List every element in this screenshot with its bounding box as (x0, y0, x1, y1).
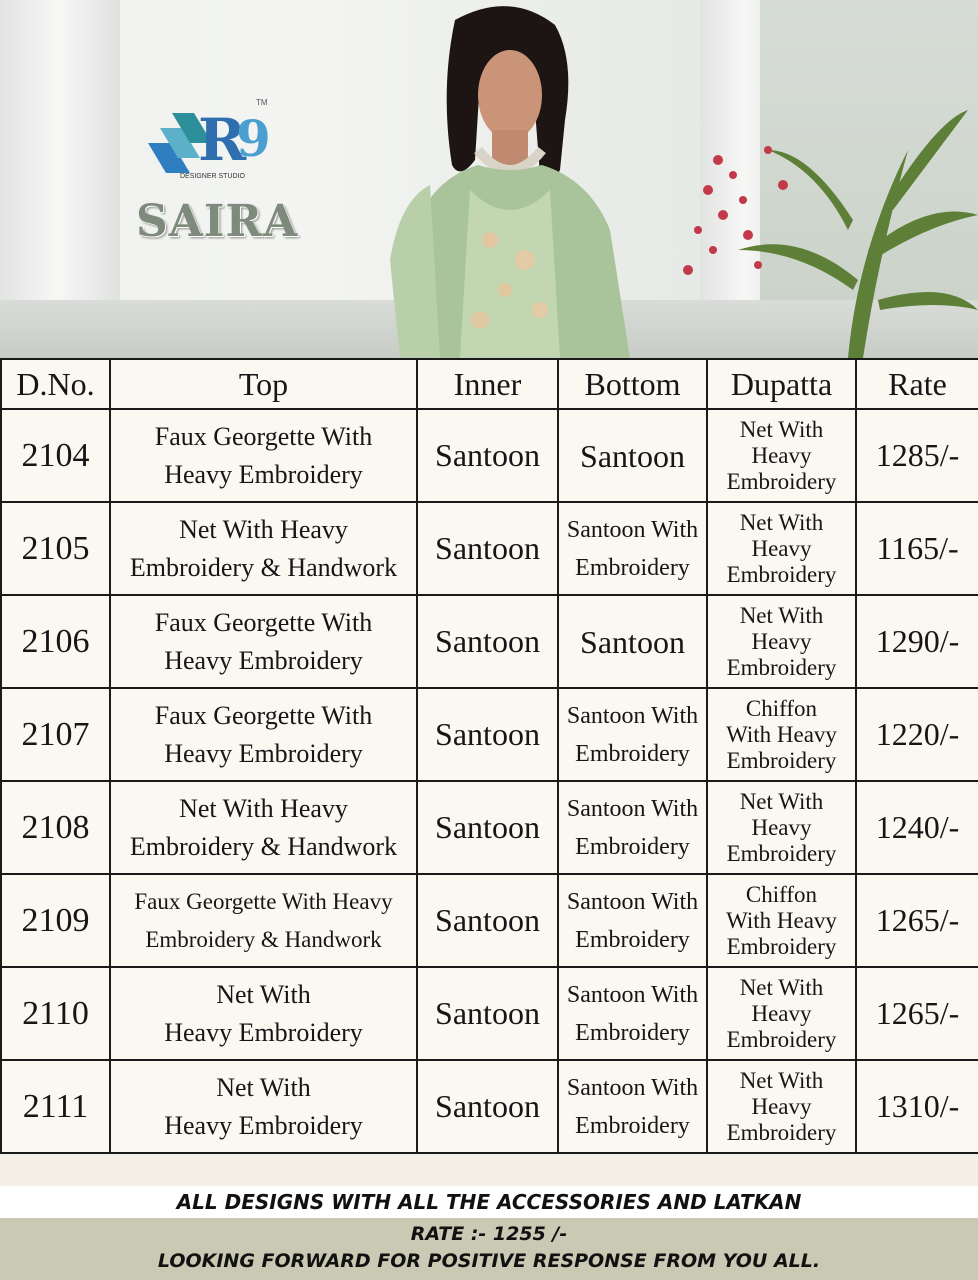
cell-dno: 2108 (1, 781, 110, 874)
cell-inner: Santoon (417, 688, 558, 781)
cell-inner: Santoon (417, 409, 558, 502)
price-table (0, 358, 978, 1154)
cell-top: Faux Georgette With Heavy Embroidery (110, 688, 417, 781)
cell-dupatta: Net With Heavy Embroidery (707, 967, 856, 1060)
header-bottom: Bottom (558, 359, 707, 409)
cell-top: Faux Georgette With Heavy Embroidery (110, 409, 417, 502)
cell-rate: 1220/- (856, 688, 978, 781)
trademark-symbol: TM (256, 98, 268, 107)
table-row (1, 409, 978, 502)
cell-dno: 2111 (1, 1060, 110, 1153)
cell-inner: Santoon (417, 502, 558, 595)
cell-dupatta: Net With Heavy Embroidery (707, 781, 856, 874)
cell-bottom: Santoon With Embroidery (558, 781, 707, 874)
cell-rate: 1165/- (856, 502, 978, 595)
cell-bottom: Santoon (558, 595, 707, 688)
cell-top: Net With Heavy Embroidery (110, 1060, 417, 1153)
header-inner: Inner (417, 359, 558, 409)
cell-rate: 1265/- (856, 874, 978, 967)
r9-logo-icon (140, 98, 290, 188)
table-row (1, 1060, 978, 1153)
accessories-note: ALL DESIGNS WITH ALL THE ACCESSORIES AND LATKAN (0, 1186, 978, 1218)
header-dno: D.No. (1, 359, 110, 409)
cell-dupatta: Chiffon With Heavy Embroidery (707, 688, 856, 781)
cell-dupatta: Net With Heavy Embroidery (707, 409, 856, 502)
cell-dupatta: Net With Heavy Embroidery (707, 502, 856, 595)
table-row (1, 502, 978, 595)
table-row (1, 688, 978, 781)
cell-inner: Santoon (417, 874, 558, 967)
cell-top: Net With Heavy Embroidery & Handwork (110, 781, 417, 874)
hero-banner (0, 0, 978, 358)
cell-inner: Santoon (417, 781, 558, 874)
cell-dupatta: Net With Heavy Embroidery (707, 595, 856, 688)
cell-bottom: Santoon With Embroidery (558, 874, 707, 967)
cell-bottom: Santoon With Embroidery (558, 967, 707, 1060)
cell-dno: 2107 (1, 688, 110, 781)
cell-top: Faux Georgette With Heavy Embroidery (110, 595, 417, 688)
table-row (1, 967, 978, 1060)
cell-rate: 1310/- (856, 1060, 978, 1153)
cell-rate: 1240/- (856, 781, 978, 874)
svg-text:DESIGNER STUDIO: DESIGNER STUDIO (180, 173, 245, 180)
cell-dno: 2106 (1, 595, 110, 688)
cell-dupatta: Net With Heavy Embroidery (707, 1060, 856, 1153)
svg-text:R: R (198, 106, 247, 174)
cell-rate: 1265/- (856, 967, 978, 1060)
cell-bottom: Santoon (558, 409, 707, 502)
cell-bottom: Santoon With Embroidery (558, 502, 707, 595)
cell-top: Net With Heavy Embroidery & Handwork (110, 502, 417, 595)
cell-top: Faux Georgette With Heavy Embroidery & Handwork (110, 874, 417, 967)
flat-rate-note: RATE :- 1255 /- (410, 1223, 568, 1245)
header-rate: Rate (856, 359, 978, 409)
cell-dupatta: Chiffon With Heavy Embroidery (707, 874, 856, 967)
table-row (1, 781, 978, 874)
cell-bottom: Santoon With Embroidery (558, 1060, 707, 1153)
cell-top: Net With Heavy Embroidery (110, 967, 417, 1060)
cell-rate: 1290/- (856, 595, 978, 688)
header-top: Top (110, 359, 417, 409)
model-photo (360, 0, 660, 358)
cell-dno: 2105 (1, 502, 110, 595)
footer-band (0, 1218, 978, 1280)
table-row (1, 874, 978, 967)
svg-text:9: 9 (236, 109, 271, 168)
cell-inner: Santoon (417, 1060, 558, 1153)
cell-inner: Santoon (417, 967, 558, 1060)
collection-title: SAIRA (136, 196, 299, 247)
cell-bottom: Santoon With Embroidery (558, 688, 707, 781)
header-dupatta: Dupatta (707, 359, 856, 409)
cell-rate: 1285/- (856, 409, 978, 502)
plant-decoration (648, 0, 978, 358)
cell-dno: 2110 (1, 967, 110, 1060)
cell-dno: 2104 (1, 409, 110, 502)
cell-inner: Santoon (417, 595, 558, 688)
table-header-row (1, 359, 978, 409)
table-row (1, 595, 978, 688)
cell-dno: 2109 (1, 874, 110, 967)
closing-note: LOOKING FORWARD FOR POSITIVE RESPONSE FROM YOU ALL. (157, 1250, 821, 1272)
